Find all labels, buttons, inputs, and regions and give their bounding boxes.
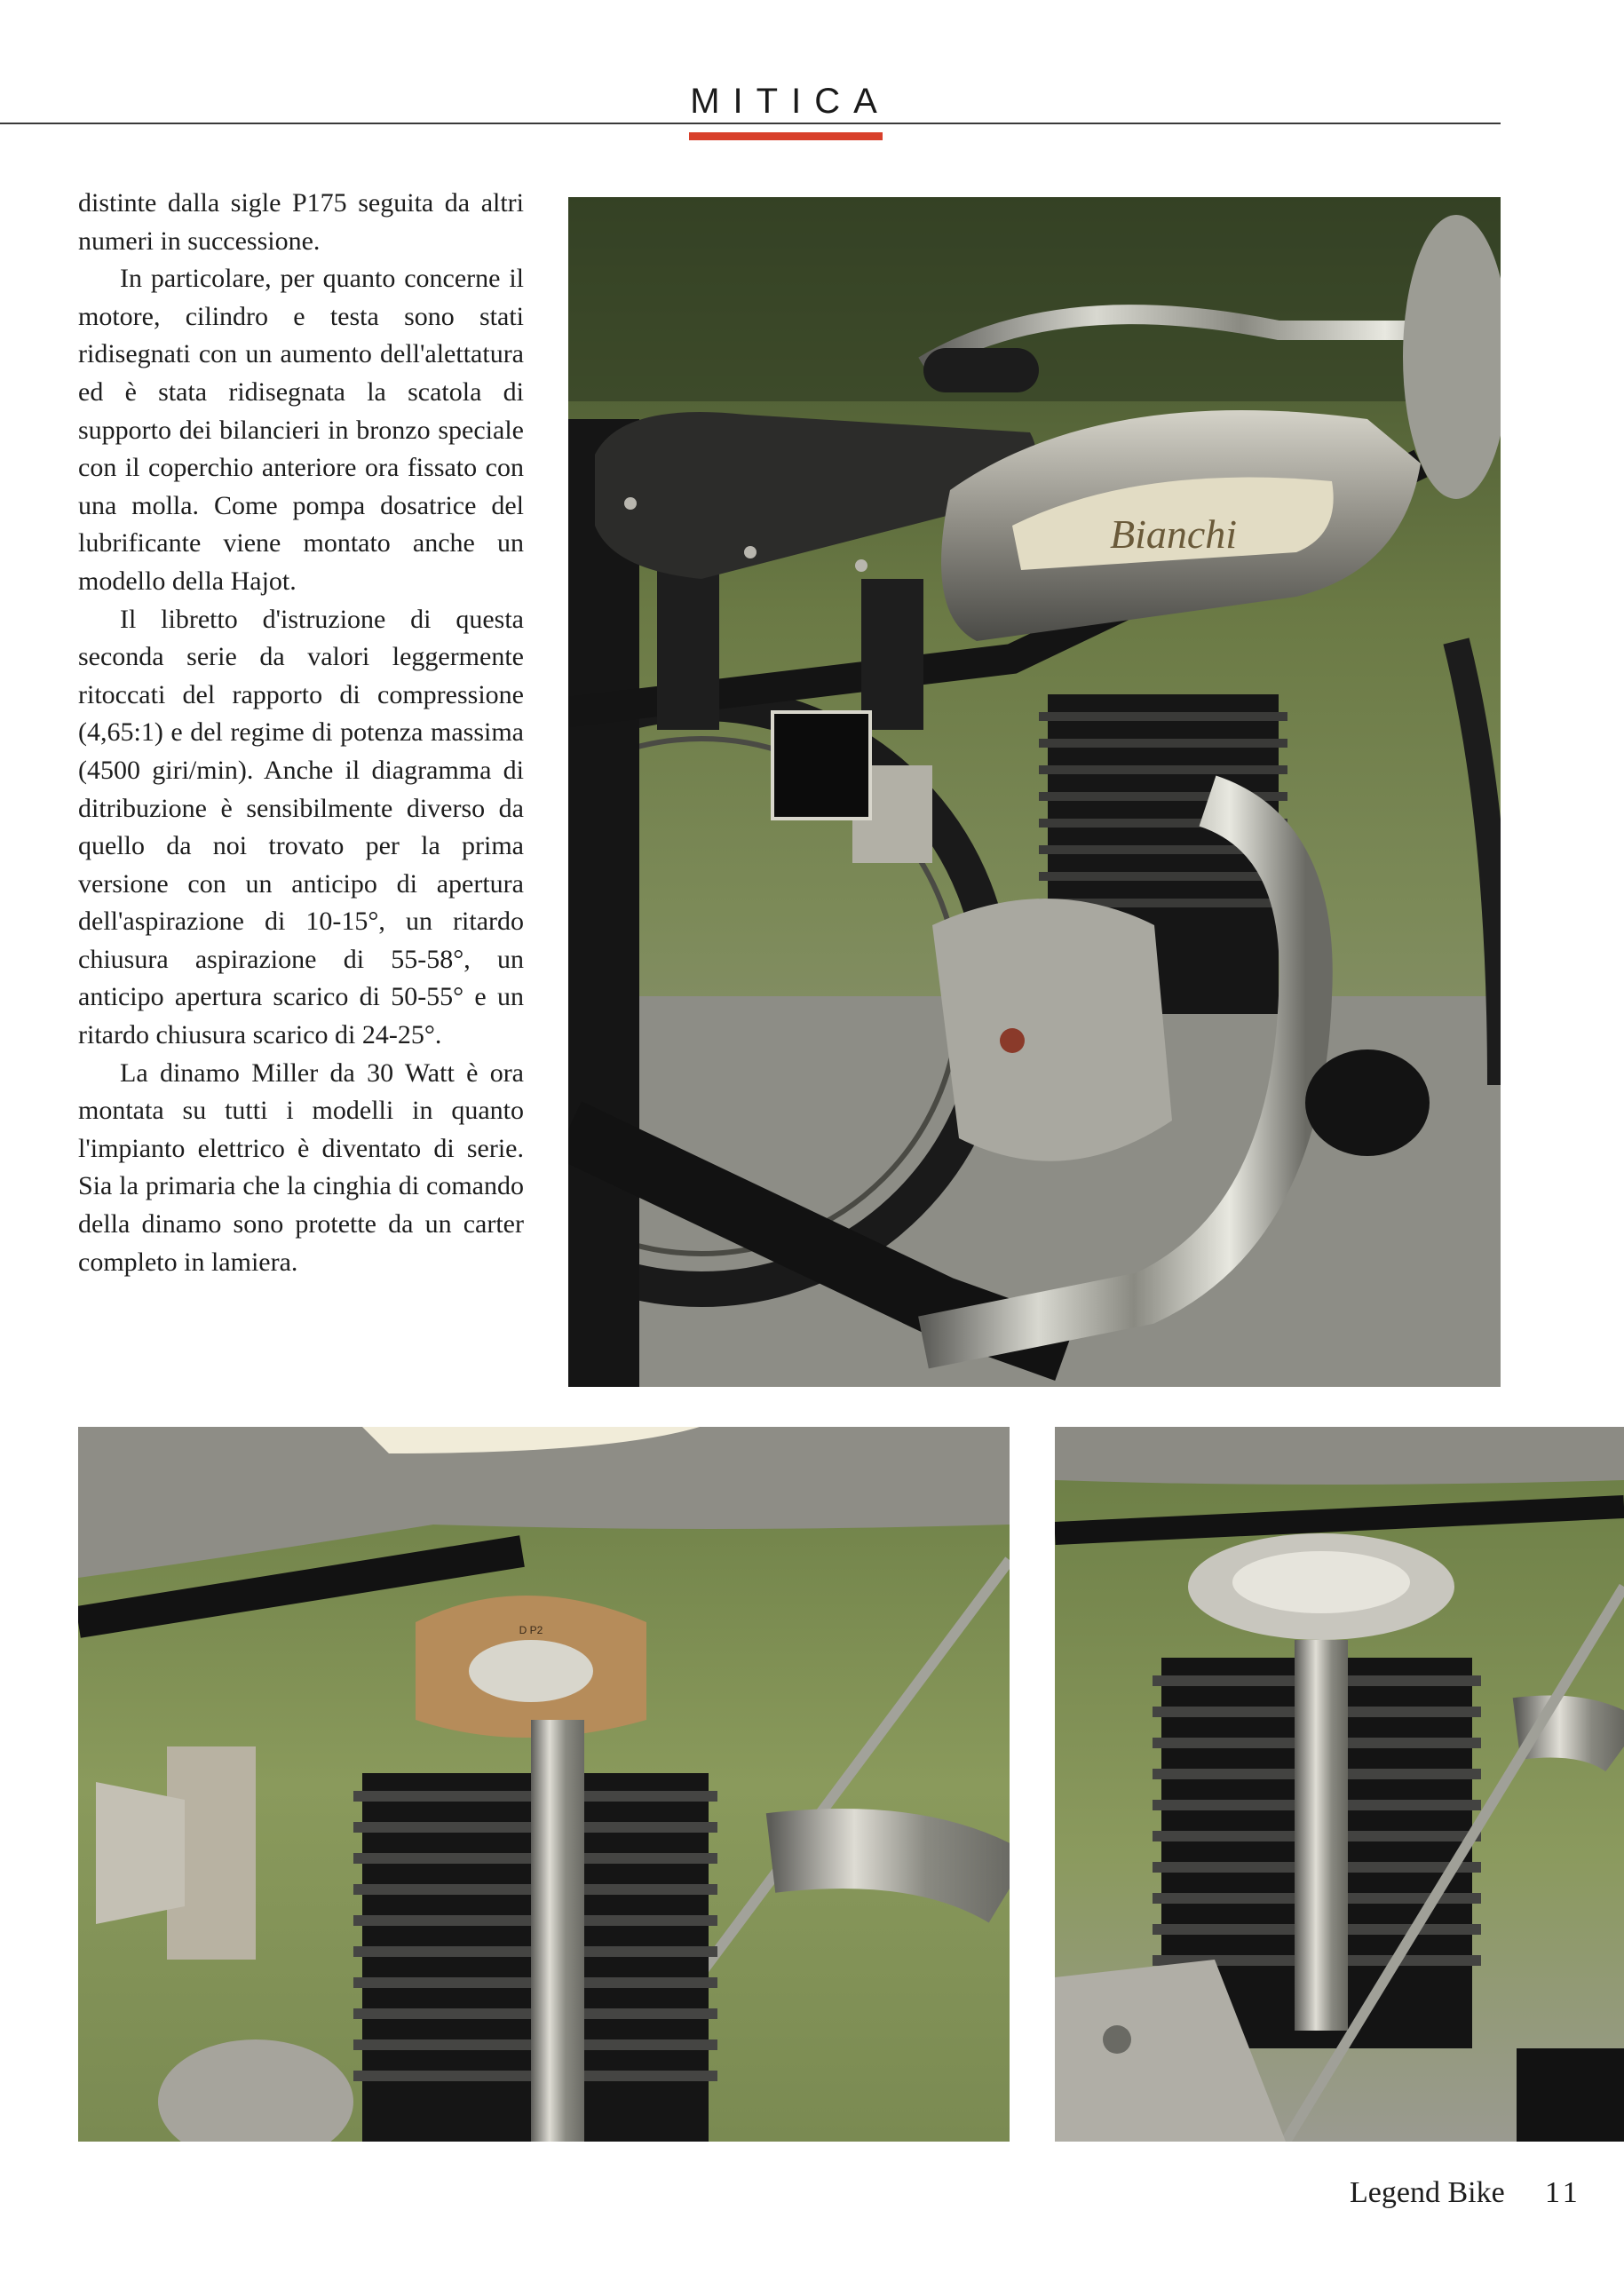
article-paragraph-4: La dinamo Miller da 30 Watt è ora montata su tutti i modelli in quanto l'impianto elettrico è diventato di serie. Sia la primaria che la cinghia di comando della dinamo sono protette da un carter completo in lamiera. [78, 1057, 524, 1277]
header-accent-bar [689, 132, 883, 140]
rocker-cover-mark: D P2 [519, 1624, 543, 1636]
article-body [78, 185, 524, 1281]
article-paragraph-1: distinte dalla sigle P175 seguita da altri numeri in successione. [78, 188, 524, 256]
section-title: MITICA [690, 82, 891, 121]
publication-name: Legend Bike [1350, 2176, 1505, 2209]
article-paragraph-2: In particolare, per quanto concerne il motore, cilindro e testa sono stati ridisegnati con un aumento dell'alettatura ed è stata ridisegnata la scatola di supporto dei bilancieri in bronzo speciale con il coperchio anteriore ora fissato con una molla. Come pompa dosatrice del lubrificante viene montato anche un modello della Hajot. [78, 264, 524, 596]
page-number: 11 [1545, 2176, 1581, 2209]
cylinder-carburettor-photo [78, 1427, 1010, 2142]
header-rule [0, 123, 1501, 124]
cylinder-right-side-photo [1055, 1427, 1624, 2142]
article-paragraph-3: Il libretto d'istruzione di questa seconda serie da valori leggermente ritoccati del rapporto di compressione (4,65:1) e del regime di potenza massima (4500 giri/min). Anche il diagramma di ditribuzione è sensibilmente diverso da quello da noi trovato per la prima versione con un anticipo di apertura dell'aspirazione di 10-15°, un ritardo chiusura aspirazione di 55-58°, un anticipo apertura scarico di 50-55° e un ritardo chiusura scarico di 24-25°. [78, 604, 524, 1050]
tank-logo-text: Bianchi [1110, 511, 1238, 557]
motorcycle-engine-photo [568, 197, 1501, 1387]
